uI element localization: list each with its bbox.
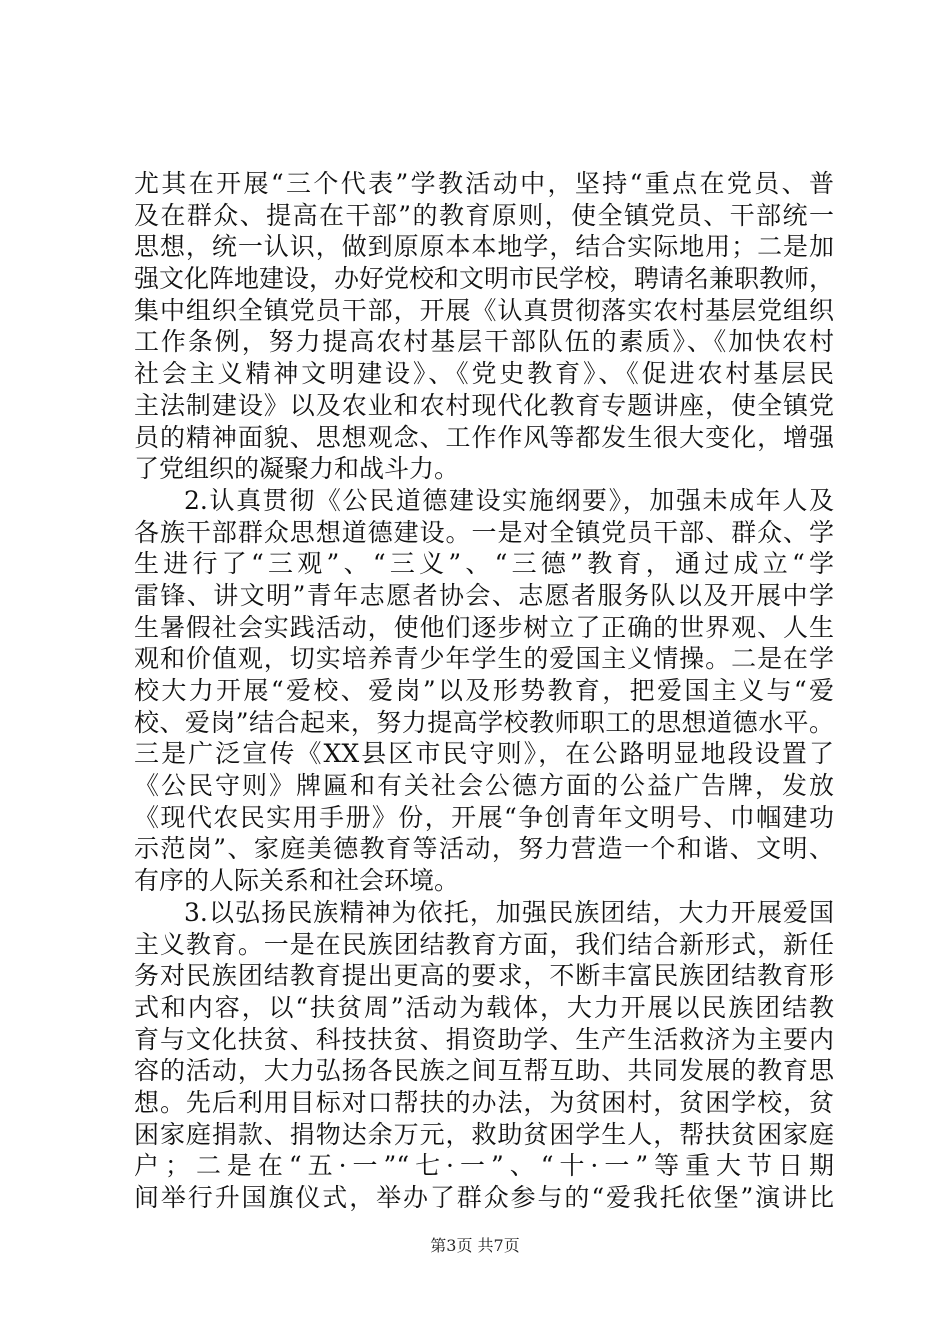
text-line: 尤其在开展“三个代表”学教活动中，坚持“重点在党员、普: [134, 169, 834, 198]
text-line: 强文化阵地建设，办好党校和文明市民学校，聘请名兼职教师，: [134, 264, 834, 294]
text-line: 观和价值观，切实培养青少年学生的爱国主义情操。二是在学: [134, 644, 834, 674]
text-line: 生进行了“三观”、“三义”、“三德”教育，通过成立“学: [134, 549, 834, 579]
text-line: 三是广泛宣传《XX县区市民守则》，在公路明显地段设置了: [134, 739, 834, 769]
text-line: 思想，统一认识，做到原原本本地学，结合实际地用；二是加: [134, 232, 834, 262]
page-footer: 第3页 共7页: [430, 1236, 520, 1255]
text-line: 《公民守则》牌匾和有关社会公德方面的公益广告牌，发放: [134, 771, 834, 801]
text-line: 集中组织全镇党员干部，开展《认真贯彻落实农村基层党组织: [134, 295, 834, 325]
text-line: 示范岗”、家庭美德教育等活动，努力营造一个和谐、文明、: [134, 834, 834, 864]
text-line: 各族干部群众思想道德建设。一是对全镇党员干部、群众、学: [134, 517, 834, 547]
body-text: [134, 168, 834, 1214]
text-line: 想。先后利用目标对口帮扶的办法，为贫困村，贫困学校，贫: [134, 1087, 834, 1117]
text-line: 户；二是在“五·一”“七·一”、“十·一”等重大节日期: [134, 1151, 834, 1181]
text-line: 社会主义精神文明建设》、《党史教育》、《促进农村基层民: [134, 359, 834, 389]
text-line: 容的活动，大力弘扬各民族之间互帮互助、共同发展的教育思: [134, 1056, 834, 1086]
text-line: 主义教育。一是在民族团结教育方面，我们结合新形式，新任: [134, 929, 834, 959]
text-line: 间举行升国旗仪式，举办了群众参与的“爱我托依堡”演讲比: [134, 1183, 834, 1212]
text-line: 了党组织的凝聚力和战斗力。: [134, 454, 460, 484]
text-line: 式和内容，以“扶贫周”活动为载体，大力开展以民族团结教: [134, 992, 834, 1022]
text-line: 有序的人际关系和社会环境。: [134, 866, 460, 896]
text-line: 雷锋、讲文明”青年志愿者协会、志愿者服务队以及开展中学: [134, 580, 834, 610]
text-line: 务对民族团结教育提出更高的要求，不断丰富民族团结教育形: [134, 961, 834, 991]
text-line: 生暑假社会实践活动，使他们逐步树立了正确的世界观、人生: [134, 612, 834, 642]
text-line: 员的精神面貌、思想观念、工作作风等都发生很大变化，增强: [134, 422, 834, 452]
paragraph-3-start: 3.以弘扬民族精神为依托，加强民族团结，大力开展爱国: [184, 897, 834, 927]
text-line: 困家庭捐款、捐物达余万元，救助贫困学生人，帮扶贫困家庭: [134, 1119, 834, 1149]
paragraph-2-start: 2.认真贯彻《公民道德建设实施纲要》，加强未成年人及: [184, 485, 834, 515]
text-line: 校、爱岗”结合起来，努力提高学校教师职工的思想道德水平。: [134, 707, 834, 737]
text-line: 《现代农民实用手册》份，开展“争创青年文明号、巾帼建功: [134, 802, 834, 832]
text-line: 工作条例，努力提高农村基层干部队伍的素质》、《加快农村: [134, 327, 834, 357]
text-line: 育与文化扶贫、科技扶贫、捐资助学、生产生活救济为主要内: [134, 1024, 834, 1054]
text-line: 主法制建设》以及农业和农村现代化教育专题讲座，使全镇党: [134, 390, 834, 420]
text-line: 校大力开展“爱校、爱岗”以及形势教育，把爱国主义与“爱: [134, 676, 834, 705]
text-line: 及在群众、提高在干部”的教育原则，使全镇党员、干部统一: [134, 200, 834, 230]
